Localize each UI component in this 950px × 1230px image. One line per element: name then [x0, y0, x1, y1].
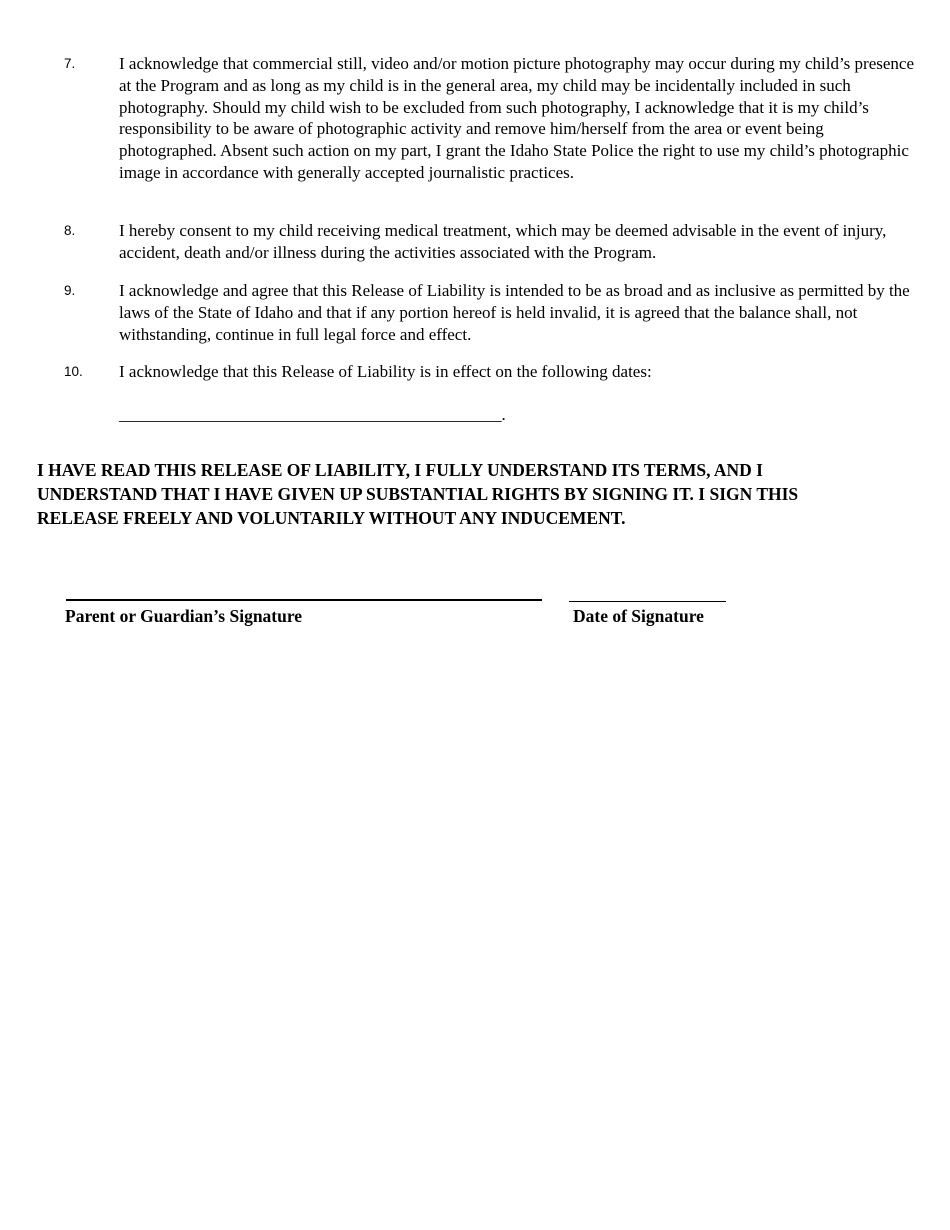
signature-line[interactable] — [66, 599, 542, 601]
item-number: 7. — [64, 56, 76, 71]
item-number: 9. — [64, 283, 76, 298]
item-text: I acknowledge that commercial still, video and/or motion picture photography may occur during my child’s presence at the Program and as long as my child is in the general area, my child may be incidentally included in such photography. Should my child wish to be excluded from such photography, I acknowledge that it is my child’s responsibility to be aware of photographic activity and remove him/herself from the area or event being photographed. Absent such action on my part, I grant the Idaho State Police the right to use my child’s photographic image in accordance with generally accepted journalistic practices. — [119, 54, 914, 182]
effective-dates-blank[interactable]: _____________________________________________. — [119, 405, 506, 424]
signature-label: Parent or Guardian’s Signature — [65, 606, 303, 626]
item-text: I acknowledge and agree that this Release of Liability is intended to be as broad and as inclusive as permitted by the laws of the State of Idaho and that if any portion hereof is held invalid, it is agreed that the balance shall, not withstanding, continue in full legal force and effect. — [119, 281, 910, 344]
item-number: 10. — [64, 364, 83, 379]
acknowledgement-statement: I HAVE READ THIS RELEASE OF LIABILITY, I FULLY UNDERSTAND ITS TERMS, AND I UNDERSTAND THAT I HAVE GIVEN UP SUBSTANTIAL RIGHTS BY SIGNING IT. I SIGN THIS RELEASE FREELY AND VOLUNTARILY WITHOUT ANY INDUCEMENT. — [37, 460, 799, 528]
date-of-signature-label: Date of Signature — [573, 606, 704, 626]
item-number: 8. — [64, 223, 76, 238]
item-text: I hereby consent to my child receiving medical treatment, which may be deemed advisable in the event of injury, accident, death and/or illness during the activities associated with the Program. — [119, 221, 887, 262]
date-of-signature-line[interactable] — [569, 601, 726, 602]
item-text: I acknowledge that this Release of Liability is in effect on the following dates: — [119, 362, 652, 381]
